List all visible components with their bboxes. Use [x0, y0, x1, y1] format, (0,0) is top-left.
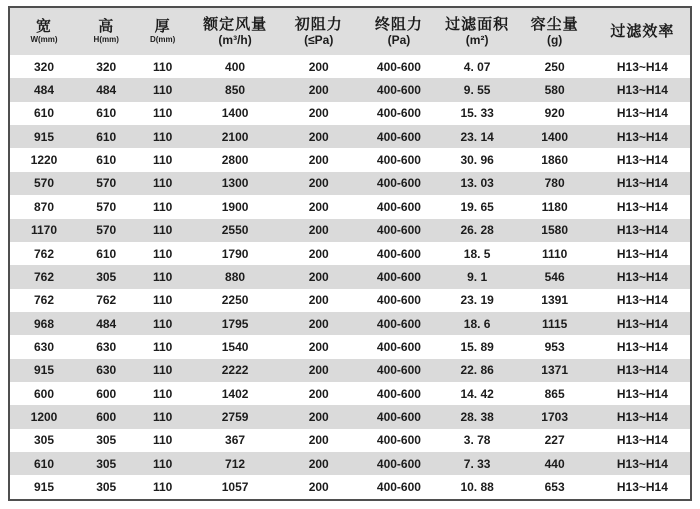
table-cell: 920: [544, 106, 565, 121]
table-cell: 1790: [221, 246, 249, 261]
table-cell: H13~H14: [616, 176, 668, 191]
table-cell: 400-600: [376, 316, 421, 331]
table-cell: 19. 65: [460, 199, 494, 214]
table-cell: 9. 55: [463, 83, 491, 98]
table-cell: 2100: [221, 129, 249, 144]
table-cell: 780: [544, 176, 565, 191]
table-cell: H13~H14: [616, 456, 668, 471]
table-cell: 110: [152, 59, 173, 74]
table-cell: 200: [308, 59, 329, 74]
table-cell: 110: [152, 153, 173, 168]
table-cell: 440: [544, 456, 565, 471]
table-row: [10, 125, 690, 148]
table-cell: 200: [308, 386, 329, 401]
table-cell: 630: [96, 363, 117, 378]
table-cell: 320: [96, 59, 117, 74]
table-cell: 200: [308, 199, 329, 214]
table-cell: 630: [96, 339, 117, 354]
table-cell: 110: [152, 363, 173, 378]
table-cell: 1180: [541, 199, 568, 214]
table-row: [10, 475, 690, 499]
table-cell: 1860: [541, 153, 568, 168]
table-cell: H13~H14: [616, 293, 668, 308]
table-cell: 400-600: [376, 269, 421, 284]
table-cell: 110: [152, 410, 173, 425]
col-label: 高: [98, 18, 115, 35]
table-cell: 22. 86: [460, 363, 494, 378]
table-cell: 600: [33, 386, 55, 401]
col-header-depth: [134, 8, 190, 55]
table-cell: 400-600: [376, 59, 421, 74]
table-cell: H13~H14: [616, 246, 668, 261]
table-cell: 953: [544, 339, 565, 354]
table-cell: H13~H14: [616, 316, 668, 331]
table-cell: 610: [96, 153, 117, 168]
table-cell: 1170: [30, 223, 58, 238]
table-cell: 400-600: [376, 456, 421, 471]
table-cell: 18. 6: [463, 316, 491, 331]
table-cell: 484: [96, 316, 117, 331]
table-cell: H13~H14: [616, 433, 668, 448]
table-cell: 2222: [221, 363, 249, 378]
table-cell: 110: [152, 339, 173, 354]
table-cell: 546: [544, 269, 565, 284]
table-cell: 15. 89: [460, 339, 494, 354]
table-cell: 850: [225, 83, 246, 98]
table-cell: 600: [96, 386, 117, 401]
table-cell: 1200: [30, 410, 58, 425]
table-cell: 4. 07: [463, 59, 491, 74]
table-cell: 1110: [541, 246, 568, 261]
table-cell: H13~H14: [616, 480, 668, 495]
col-header-dust-capacity: [515, 8, 595, 55]
table-cell: 915: [33, 480, 55, 495]
table-cell: 200: [308, 339, 329, 354]
table-row: [10, 359, 690, 382]
table-cell: 400: [225, 59, 246, 74]
col-label: 初阻力: [294, 16, 343, 33]
table-cell: 400-600: [376, 176, 421, 191]
table-cell: 14. 42: [460, 386, 494, 401]
table-cell: 305: [96, 433, 117, 448]
table-cell: 1795: [221, 316, 249, 331]
col-label: 额定风量: [203, 16, 268, 33]
table-cell: H13~H14: [616, 199, 668, 214]
table-cell: 2800: [221, 153, 249, 168]
table-cell: 250: [544, 59, 565, 74]
table-frame: [8, 6, 692, 501]
table-cell: 1540: [221, 339, 249, 354]
table-header: [10, 8, 690, 55]
table-row: [10, 429, 690, 452]
table-cell: 2550: [221, 223, 249, 238]
table-cell: 110: [152, 293, 173, 308]
table-cell: 600: [96, 410, 117, 425]
table-cell: 400-600: [376, 129, 421, 144]
table-cell: 13. 03: [460, 176, 494, 191]
table-cell: 1391: [541, 293, 568, 308]
table-cell: 1703: [541, 410, 568, 425]
table-cell: 880: [225, 269, 246, 284]
table-cell: 23. 14: [460, 129, 494, 144]
table-cell: 915: [33, 129, 55, 144]
table-cell: 1300: [221, 176, 249, 191]
table-cell: H13~H14: [616, 410, 668, 425]
table-cell: 110: [152, 480, 173, 495]
table-cell: 400-600: [376, 106, 421, 121]
table-cell: 610: [96, 106, 117, 121]
table-cell: 610: [96, 129, 117, 144]
table-cell: 110: [152, 316, 173, 331]
table-cell: 110: [152, 269, 173, 284]
table-cell: 570: [33, 176, 55, 191]
table-cell: H13~H14: [616, 83, 668, 98]
table-cell: 200: [308, 316, 329, 331]
table-cell: 1900: [221, 199, 249, 214]
table-row: [10, 242, 690, 265]
table-cell: 870: [33, 199, 55, 214]
table-cell: 400-600: [376, 199, 421, 214]
table-cell: 110: [152, 129, 173, 144]
table-cell: 15. 33: [460, 106, 494, 121]
table-cell: 28. 38: [460, 410, 494, 425]
table-cell: 712: [225, 456, 246, 471]
table-cell: 200: [308, 153, 329, 168]
table-cell: 26. 28: [460, 223, 494, 238]
table-cell: 110: [152, 106, 173, 121]
header-row: [10, 8, 690, 55]
table-cell: 200: [308, 433, 329, 448]
table-cell: 200: [308, 456, 329, 471]
table-row: [10, 382, 690, 405]
col-unit: H(mm): [93, 35, 119, 44]
table-cell: 200: [308, 129, 329, 144]
col-header-filter-efficiency: [595, 8, 690, 55]
table-cell: H13~H14: [616, 339, 668, 354]
table-row: [10, 78, 690, 101]
col-header-rated-airflow: [191, 8, 279, 55]
table-cell: 200: [308, 83, 329, 98]
col-header-height: [78, 8, 134, 55]
table-cell: 200: [308, 246, 329, 261]
table-cell: 110: [152, 223, 173, 238]
table-cell: 227: [544, 433, 565, 448]
table-row: [10, 312, 690, 335]
table-cell: 110: [152, 199, 173, 214]
table-cell: 570: [96, 176, 117, 191]
table-cell: 1580: [541, 223, 568, 238]
col-label: 厚: [154, 18, 171, 35]
table-cell: 762: [33, 269, 55, 284]
table-cell: 762: [33, 293, 55, 308]
col-unit: (m³/h): [218, 33, 252, 47]
table-cell: 18. 5: [463, 246, 491, 261]
col-unit: (Pa): [387, 33, 411, 47]
col-header-initial-resistance: [279, 8, 358, 55]
table-cell: 400-600: [376, 153, 421, 168]
table-cell: 400-600: [376, 339, 421, 354]
col-header-filter-area: [440, 8, 515, 55]
table-row: [10, 405, 690, 428]
table-cell: 200: [308, 176, 329, 191]
table-cell: 305: [96, 480, 117, 495]
table-row: [10, 148, 690, 171]
table-cell: 968: [33, 316, 55, 331]
table-cell: 630: [33, 339, 55, 354]
table-cell: 200: [308, 293, 329, 308]
table-cell: 570: [96, 199, 117, 214]
table-cell: 400-600: [376, 363, 421, 378]
table-cell: 1220: [30, 153, 58, 168]
table-row: [10, 335, 690, 358]
table-row: [10, 55, 690, 78]
table-cell: H13~H14: [616, 386, 668, 401]
filter-spec-table: [10, 8, 690, 499]
table-cell: 110: [152, 83, 173, 98]
table-row: [10, 102, 690, 125]
table-cell: 1402: [221, 386, 249, 401]
table-cell: 484: [96, 83, 117, 98]
col-label: 过滤效率: [610, 23, 675, 40]
table-cell: 10. 88: [460, 480, 494, 495]
table-cell: 400-600: [376, 246, 421, 261]
table-cell: 200: [308, 410, 329, 425]
table-cell: 1115: [541, 316, 568, 331]
table-cell: H13~H14: [616, 223, 668, 238]
col-unit: (g): [546, 33, 563, 47]
col-unit: (m²): [465, 33, 489, 47]
table-cell: H13~H14: [616, 153, 668, 168]
table-cell: 1371: [541, 363, 568, 378]
table-cell: 110: [152, 176, 173, 191]
table-cell: H13~H14: [616, 106, 668, 121]
table-cell: 367: [225, 433, 246, 448]
table-cell: 400-600: [376, 386, 421, 401]
table-cell: 400-600: [376, 223, 421, 238]
table-cell: 110: [152, 246, 173, 261]
table-cell: 200: [308, 480, 329, 495]
table-cell: 1400: [541, 129, 568, 144]
table-cell: 3. 78: [463, 433, 491, 448]
table-cell: H13~H14: [616, 59, 668, 74]
table-cell: 610: [33, 456, 55, 471]
table-cell: 2250: [221, 293, 249, 308]
col-header-width: [10, 8, 78, 55]
table-cell: 110: [152, 433, 173, 448]
table-cell: 610: [33, 106, 55, 121]
table-row: [10, 265, 690, 288]
table-row: [10, 219, 690, 242]
table-cell: 484: [33, 83, 55, 98]
col-unit: (≤Pa): [304, 33, 334, 47]
table-body: [10, 55, 690, 499]
table-cell: 9. 1: [467, 269, 488, 284]
table-cell: 200: [308, 363, 329, 378]
table-cell: 915: [33, 363, 55, 378]
table-cell: 580: [544, 83, 565, 98]
table-cell: 305: [96, 269, 117, 284]
table-cell: 762: [33, 246, 55, 261]
table-cell: 200: [308, 269, 329, 284]
table-row: [10, 172, 690, 195]
table-cell: 400-600: [376, 83, 421, 98]
table-row: [10, 195, 690, 218]
table-cell: 400-600: [376, 433, 421, 448]
col-header-final-resistance: [358, 8, 440, 55]
table-cell: 110: [152, 386, 173, 401]
table-cell: 865: [544, 386, 565, 401]
table-row: [10, 289, 690, 312]
table-cell: 23. 19: [460, 293, 494, 308]
col-label: 过滤面积: [445, 16, 510, 33]
table-cell: H13~H14: [616, 363, 668, 378]
col-unit: W(mm): [30, 35, 58, 44]
table-cell: 305: [33, 433, 55, 448]
table-cell: 653: [544, 480, 565, 495]
table-cell: 400-600: [376, 480, 421, 495]
table-cell: H13~H14: [616, 129, 668, 144]
table-cell: 400-600: [376, 293, 421, 308]
table-row: [10, 452, 690, 475]
table-cell: 7. 33: [463, 456, 491, 471]
table-cell: 320: [33, 59, 55, 74]
table-cell: H13~H14: [616, 269, 668, 284]
table-cell: 610: [96, 246, 117, 261]
table-cell: 200: [308, 106, 329, 121]
table-cell: 200: [308, 223, 329, 238]
table-cell: 762: [96, 293, 117, 308]
table-cell: 400-600: [376, 410, 421, 425]
col-label: 容尘量: [530, 16, 579, 33]
table-cell: 30. 96: [460, 153, 494, 168]
table-cell: 110: [152, 456, 173, 471]
table-cell: 570: [96, 223, 117, 238]
table-cell: 1057: [221, 480, 249, 495]
col-label: 终阻力: [374, 16, 423, 33]
table-cell: 1400: [221, 106, 249, 121]
col-unit: D(mm): [149, 35, 176, 44]
table-cell: 305: [96, 456, 117, 471]
table-cell: 2759: [221, 410, 249, 425]
col-label: 宽: [35, 18, 52, 35]
